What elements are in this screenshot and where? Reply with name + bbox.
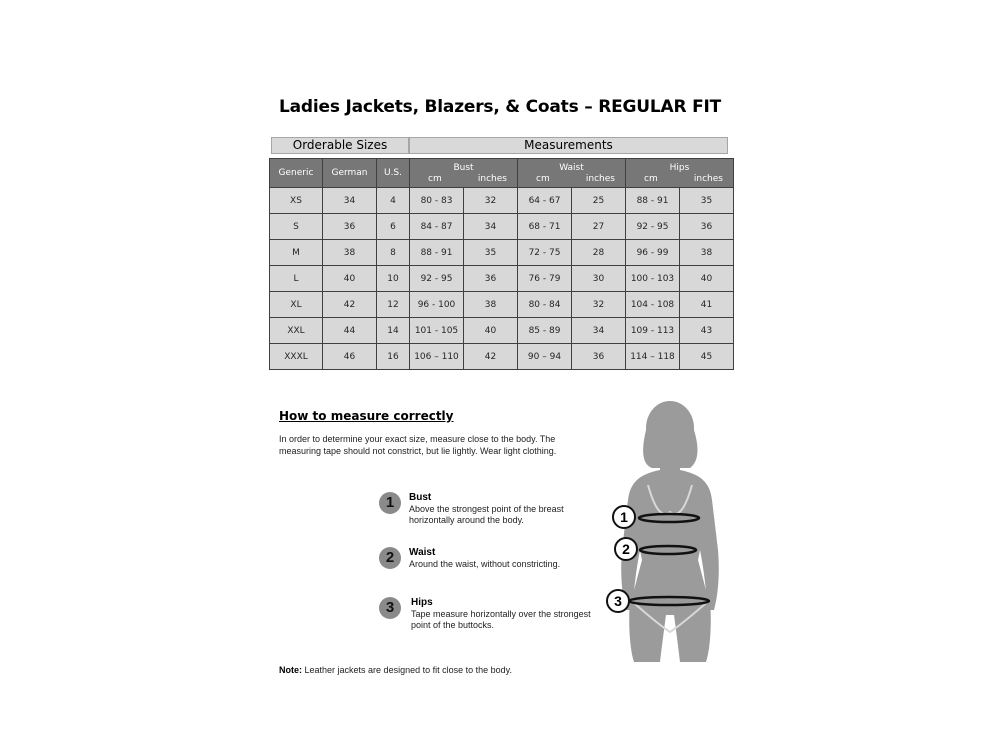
bust-cm: 96 - 100 — [410, 292, 464, 318]
step-number-badge: 3 — [379, 597, 401, 619]
table-row — [270, 344, 734, 370]
bust-inches: 36 — [464, 266, 518, 292]
bust-inches: 34 — [464, 214, 518, 240]
waist-inches: 25 — [572, 188, 626, 214]
us-size: 10 — [377, 266, 410, 292]
waist-inches: 32 — [572, 292, 626, 318]
step-description: Tape measure horizontally over the strongest point of the buttocks. — [411, 609, 591, 630]
body-silhouette-icon — [621, 401, 719, 662]
bust-inches: 40 — [464, 318, 518, 344]
generic-size: M — [270, 240, 323, 266]
marker-1-label: 1 — [620, 509, 628, 525]
size-chart-table — [269, 158, 734, 370]
table-row — [270, 292, 734, 318]
waist-inches: 28 — [572, 240, 626, 266]
generic-size: XXL — [270, 318, 323, 344]
bust-inches: 42 — [464, 344, 518, 370]
german-size: 44 — [323, 318, 377, 344]
note-text: Leather jackets are designed to fit close to the body. — [304, 665, 512, 675]
step-description: Above the strongest point of the breast horizontally around the body. — [409, 504, 564, 525]
step-title: Waist — [409, 547, 436, 558]
hips-inches: 38 — [680, 240, 734, 266]
how-to-measure-intro: In order to determine your exact size, measure close to the body. The measuring tape should not constrict, but lie lightly. Wear light clothing. — [279, 434, 557, 456]
generic-size: XXXL — [270, 344, 323, 370]
header-german: German — [323, 159, 377, 188]
hips-inches-label: inches — [693, 173, 723, 184]
marker-2 — [615, 538, 637, 560]
table-row — [270, 214, 734, 240]
generic-size: XS — [270, 188, 323, 214]
hips-inches: 35 — [680, 188, 734, 214]
table-row — [270, 240, 734, 266]
generic-size: XL — [270, 292, 323, 318]
step-description: Around the waist, without constricting. — [409, 559, 561, 569]
step-number-badge: 2 — [379, 547, 401, 569]
bust-label: Bust — [453, 162, 474, 173]
hips-cm: 92 - 95 — [626, 214, 680, 240]
how-to-measure-heading: How to measure correctly — [279, 409, 454, 423]
waist-cm: 90 – 94 — [518, 344, 572, 370]
hips-cm: 88 - 91 — [626, 188, 680, 214]
header-bust — [410, 159, 518, 188]
header-waist — [518, 159, 626, 188]
header-hips — [626, 159, 734, 188]
orderable-sizes-header: Orderable Sizes — [271, 137, 409, 154]
waist-cm: 80 - 84 — [518, 292, 572, 318]
hips-inches: 36 — [680, 214, 734, 240]
table-header-row — [270, 159, 734, 188]
table-row — [270, 266, 734, 292]
bust-cm: 106 – 110 — [410, 344, 464, 370]
bust-inches: 38 — [464, 292, 518, 318]
waist-cm-label: cm — [536, 173, 550, 184]
bust-cm: 84 - 87 — [410, 214, 464, 240]
bust-cm: 80 - 83 — [410, 188, 464, 214]
hips-inches: 43 — [680, 318, 734, 344]
us-size: 14 — [377, 318, 410, 344]
waist-inches: 36 — [572, 344, 626, 370]
column-group-header — [271, 137, 728, 154]
german-size: 34 — [323, 188, 377, 214]
marker-2-label: 2 — [622, 541, 630, 557]
german-size: 42 — [323, 292, 377, 318]
hips-cm: 100 - 103 — [626, 266, 680, 292]
bust-inches-label: inches — [477, 173, 507, 184]
marker-3 — [607, 590, 629, 612]
bust-inches: 35 — [464, 240, 518, 266]
german-size: 46 — [323, 344, 377, 370]
page-title: Ladies Jackets, Blazers, & Coats – REGULAR FIT — [279, 97, 722, 117]
hips-label: Hips — [669, 162, 690, 173]
german-size: 38 — [323, 240, 377, 266]
hips-cm-label: cm — [644, 173, 658, 184]
step-title: Hips — [411, 597, 433, 608]
bust-inches: 32 — [464, 188, 518, 214]
note-label: Note: — [279, 665, 302, 675]
us-size: 8 — [377, 240, 410, 266]
bust-cm: 92 - 95 — [410, 266, 464, 292]
bust-cm: 88 - 91 — [410, 240, 464, 266]
generic-size: S — [270, 214, 323, 240]
us-size: 12 — [377, 292, 410, 318]
step-number-badge: 1 — [379, 492, 401, 514]
bust-cm-label: cm — [428, 173, 442, 184]
hips-cm: 96 - 99 — [626, 240, 680, 266]
us-size: 4 — [377, 188, 410, 214]
table-row — [270, 318, 734, 344]
waist-inches-label: inches — [585, 173, 615, 184]
measurements-header: Measurements — [409, 137, 728, 154]
hips-cm: 109 - 113 — [626, 318, 680, 344]
hips-inches: 40 — [680, 266, 734, 292]
step-title: Bust — [409, 492, 432, 503]
waist-label: Waist — [559, 162, 584, 173]
header-us: U.S. — [377, 159, 410, 188]
waist-inches: 27 — [572, 214, 626, 240]
hips-inches: 45 — [680, 344, 734, 370]
hips-inches: 41 — [680, 292, 734, 318]
hips-cm: 114 – 118 — [626, 344, 680, 370]
generic-size: L — [270, 266, 323, 292]
waist-cm: 64 - 67 — [518, 188, 572, 214]
marker-3-label: 3 — [614, 593, 622, 609]
header-generic: Generic — [270, 159, 323, 188]
table-row — [270, 188, 734, 214]
german-size: 40 — [323, 266, 377, 292]
note — [279, 665, 512, 675]
waist-cm: 76 - 79 — [518, 266, 572, 292]
german-size: 36 — [323, 214, 377, 240]
us-size: 6 — [377, 214, 410, 240]
marker-1 — [613, 506, 635, 528]
waist-cm: 72 - 75 — [518, 240, 572, 266]
hips-cm: 104 - 108 — [626, 292, 680, 318]
waist-cm: 68 - 71 — [518, 214, 572, 240]
waist-inches: 34 — [572, 318, 626, 344]
waist-cm: 85 - 89 — [518, 318, 572, 344]
us-size: 16 — [377, 344, 410, 370]
bust-cm: 101 - 105 — [410, 318, 464, 344]
body-silhouette-figure — [600, 400, 750, 670]
waist-inches: 30 — [572, 266, 626, 292]
